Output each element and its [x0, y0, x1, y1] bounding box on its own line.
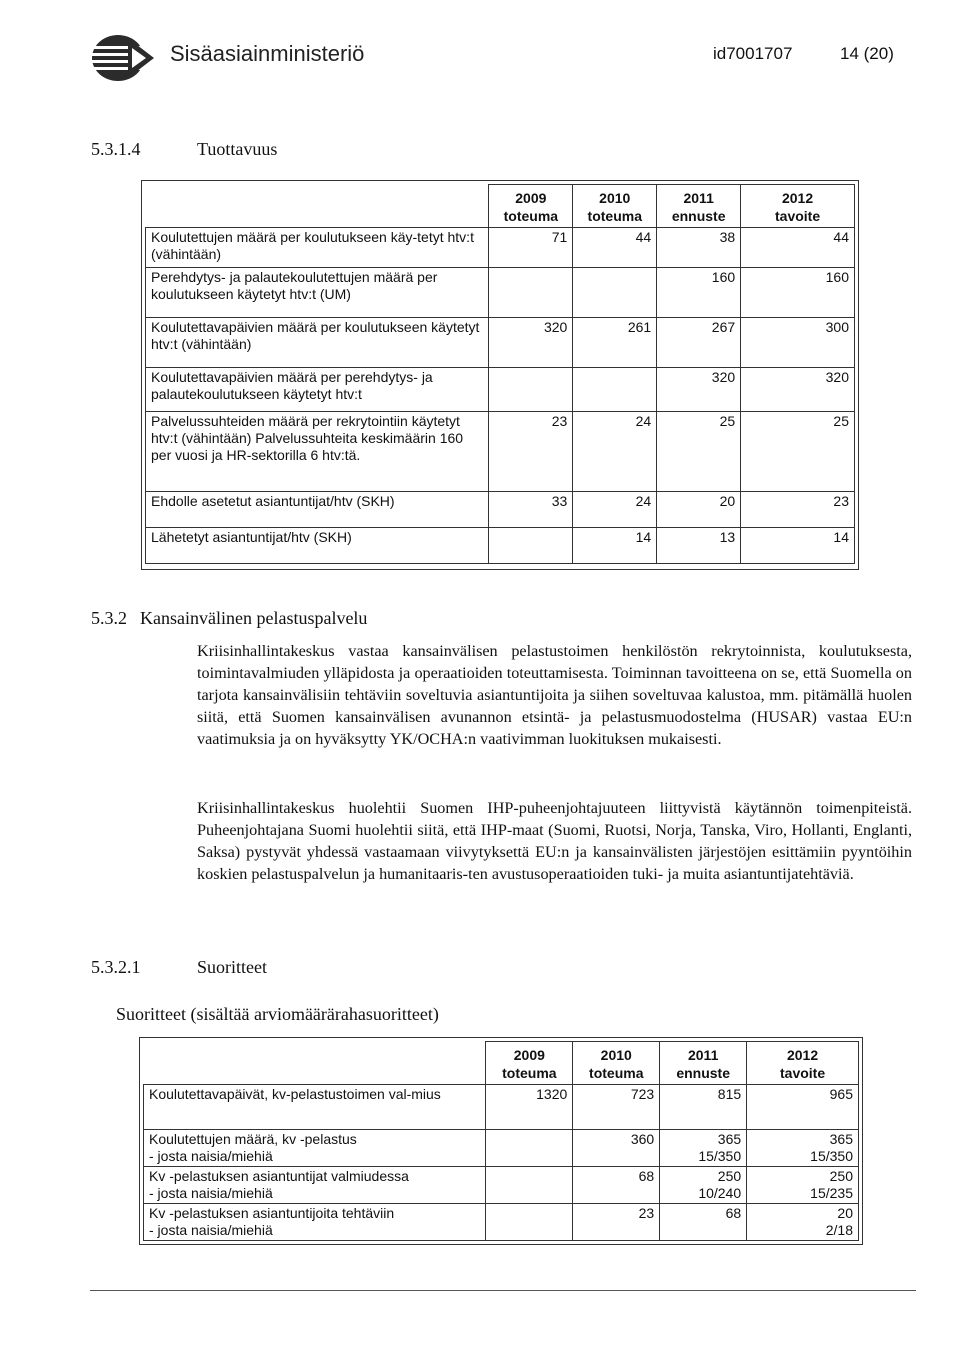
cell-value: 68	[573, 1167, 660, 1204]
cell-value: 815	[660, 1085, 747, 1130]
column-header: 2010 toteuma	[573, 1042, 660, 1085]
section-number: 5.3.2	[91, 608, 127, 628]
table-row	[144, 1204, 859, 1241]
cell-value: 365 15/350	[660, 1130, 747, 1167]
row-label: Kv -pelastuksen asiantuntijat valmiudessa - josta naisia/miehiä	[144, 1167, 486, 1204]
table-row	[144, 1167, 859, 1204]
cell-value: 24	[573, 412, 657, 492]
body-paragraph: Kriisinhallintakeskus huolehtii Suomen IHP-puheenjohtajuuteen liittyvistä käytännön toimenpiteistä. Puheenjohtajana Suomi huolehtii siitä, että IHP-maat (Suomi, Ruotsi, Norja, Tanska, Viro, Hollanti, Englanti, Saksa) pystyvät yhdessä vastaamaan viivytyksettä EU:n ja kansainvälisten järjestöjen esittämiin pyyntöihin koskien pelastuspalvelun ja humanitaaris-ten avustusoperaatioiden tuki- ja muita asiantuntijatehtäviä.	[197, 799, 912, 883]
cell-value	[489, 268, 573, 318]
row-label: Palvelussuhteiden määrä per rekrytointiin käytetyt htv:t (vähintään) Palvelussuhteita keskimäärin 160 per vuosi ja HR-sektorilla 6 htv:tä.	[146, 412, 489, 492]
cell-value: 71	[489, 228, 573, 268]
cell-value: 14	[573, 528, 657, 564]
cell-value: 261	[573, 318, 657, 368]
cell-value: 965	[747, 1085, 859, 1130]
row-label: Koulutettavapäivien määrä per perehdytys- ja palautekoulutukseen käytetyt htv:t	[146, 368, 489, 412]
section-number: 5.3.2.1	[91, 957, 141, 977]
cell-value: 44	[573, 228, 657, 268]
column-header: 2012 tavoite	[741, 185, 855, 228]
table-caption: Suoritteet (sisältää arviomäärärahasuoritteet)	[116, 1004, 439, 1024]
table-row	[146, 368, 855, 412]
row-label: Koulutettujen määrä per koulutukseen käy-tetyt htv:t (vähintään)	[146, 228, 489, 268]
table-row	[146, 318, 855, 368]
table-row	[146, 492, 855, 528]
page-number: 14 (20)	[840, 44, 894, 63]
cell-value: 320	[489, 318, 573, 368]
ministry-logo-icon	[88, 28, 156, 84]
cell-value: 24	[573, 492, 657, 528]
cell-value	[489, 528, 573, 564]
cell-value: 20	[657, 492, 741, 528]
column-header: 2011 ennuste	[660, 1042, 747, 1085]
cell-value: 14	[741, 528, 855, 564]
cell-value: 320	[657, 368, 741, 412]
cell-value: 365 15/350	[747, 1130, 859, 1167]
cell-value: 250 10/240	[660, 1167, 747, 1204]
cell-value: 38	[657, 228, 741, 268]
section-number: 5.3.1.4	[91, 139, 141, 159]
table-row	[144, 1085, 859, 1130]
column-header: 2012 tavoite	[747, 1042, 859, 1085]
cell-value: 723	[573, 1085, 660, 1130]
productivity-table	[145, 184, 855, 564]
row-label: Koulutettavapäivien määrä per koulutukseen käytetyt htv:t (vähintään)	[146, 318, 489, 368]
cell-value: 267	[657, 318, 741, 368]
row-label: Koulutettujen määrä, kv -pelastus - josta naisia/miehiä	[144, 1130, 486, 1167]
cell-value: 250 15/235	[747, 1167, 859, 1204]
cell-value	[486, 1130, 573, 1167]
ministry-name: Sisäasiainministeriö	[170, 41, 365, 66]
cell-value: 23	[741, 492, 855, 528]
cell-value: 300	[741, 318, 855, 368]
table-row	[144, 1130, 859, 1167]
cell-value	[573, 268, 657, 318]
cell-value: 33	[489, 492, 573, 528]
section-title: Suoritteet	[197, 957, 267, 977]
cell-value: 160	[741, 268, 855, 318]
cell-value	[486, 1204, 573, 1241]
cell-value	[489, 368, 573, 412]
section-title: Kansainvälinen pelastuspalvelu	[140, 608, 368, 628]
cell-value: 1320	[486, 1085, 573, 1130]
cell-value: 320	[741, 368, 855, 412]
row-label: Kv -pelastuksen asiantuntijoita tehtäviin - josta naisia/miehiä	[144, 1204, 486, 1241]
row-label: Perehdytys- ja palautekoulutettujen määrä per koulutukseen käytetyt htv:t (UM)	[146, 268, 489, 318]
cell-value: 23	[489, 412, 573, 492]
footer-divider	[90, 1290, 916, 1291]
cell-value: 44	[741, 228, 855, 268]
table-row	[146, 528, 855, 564]
cell-value: 13	[657, 528, 741, 564]
row-label: Koulutettavapäivät, kv-pelastustoimen val-mius	[144, 1085, 486, 1130]
row-label: Ehdolle asetetut asiantuntijat/htv (SKH)	[146, 492, 489, 528]
section-title: Tuottavuus	[197, 139, 278, 159]
table-header-row	[146, 185, 855, 228]
table-row	[146, 228, 855, 268]
cell-value	[573, 368, 657, 412]
column-header: 2009 toteuma	[489, 185, 573, 228]
column-header: 2009 toteuma	[486, 1042, 573, 1085]
table-row	[146, 412, 855, 492]
document-id: id7001707	[713, 44, 793, 63]
table-header-row	[144, 1042, 859, 1085]
column-header: 2011 ennuste	[657, 185, 741, 228]
cell-value: 25	[657, 412, 741, 492]
cell-value: 25	[741, 412, 855, 492]
cell-value: 68	[660, 1204, 747, 1241]
outputs-table	[143, 1041, 859, 1241]
cell-value: 160	[657, 268, 741, 318]
cell-value: 20 2/18	[747, 1204, 859, 1241]
column-header: 2010 toteuma	[573, 185, 657, 228]
cell-value	[486, 1167, 573, 1204]
row-label: Lähetetyt asiantuntijat/htv (SKH)	[146, 528, 489, 564]
cell-value: 360	[573, 1130, 660, 1167]
body-paragraph: Kriisinhallintakeskus vastaa kansainvälisen pelastustoimen henkilöstön rekrytoinnista, koulutuksesta, toimintavalmiuden ylläpidosta ja operaatioiden toteuttamisesta. Toiminnan tavoitteena on se, että Suomella on tarjota kansainvälisiin tehtäviin soveltuvia asiantuntijoita ja siihen soveltuvaa kalustoa, mm. pitämällä huolen siitä, että Suomen kansainvälisen avunannon etsintä- ja pelastusmuodostelma (HUSAR) vastaa EU:n vaatimuksia ja on hyväksytty YK/OCHA:n vaativimman luokituksen mukaisesti.	[197, 642, 912, 748]
table-row	[146, 268, 855, 318]
cell-value: 23	[573, 1204, 660, 1241]
